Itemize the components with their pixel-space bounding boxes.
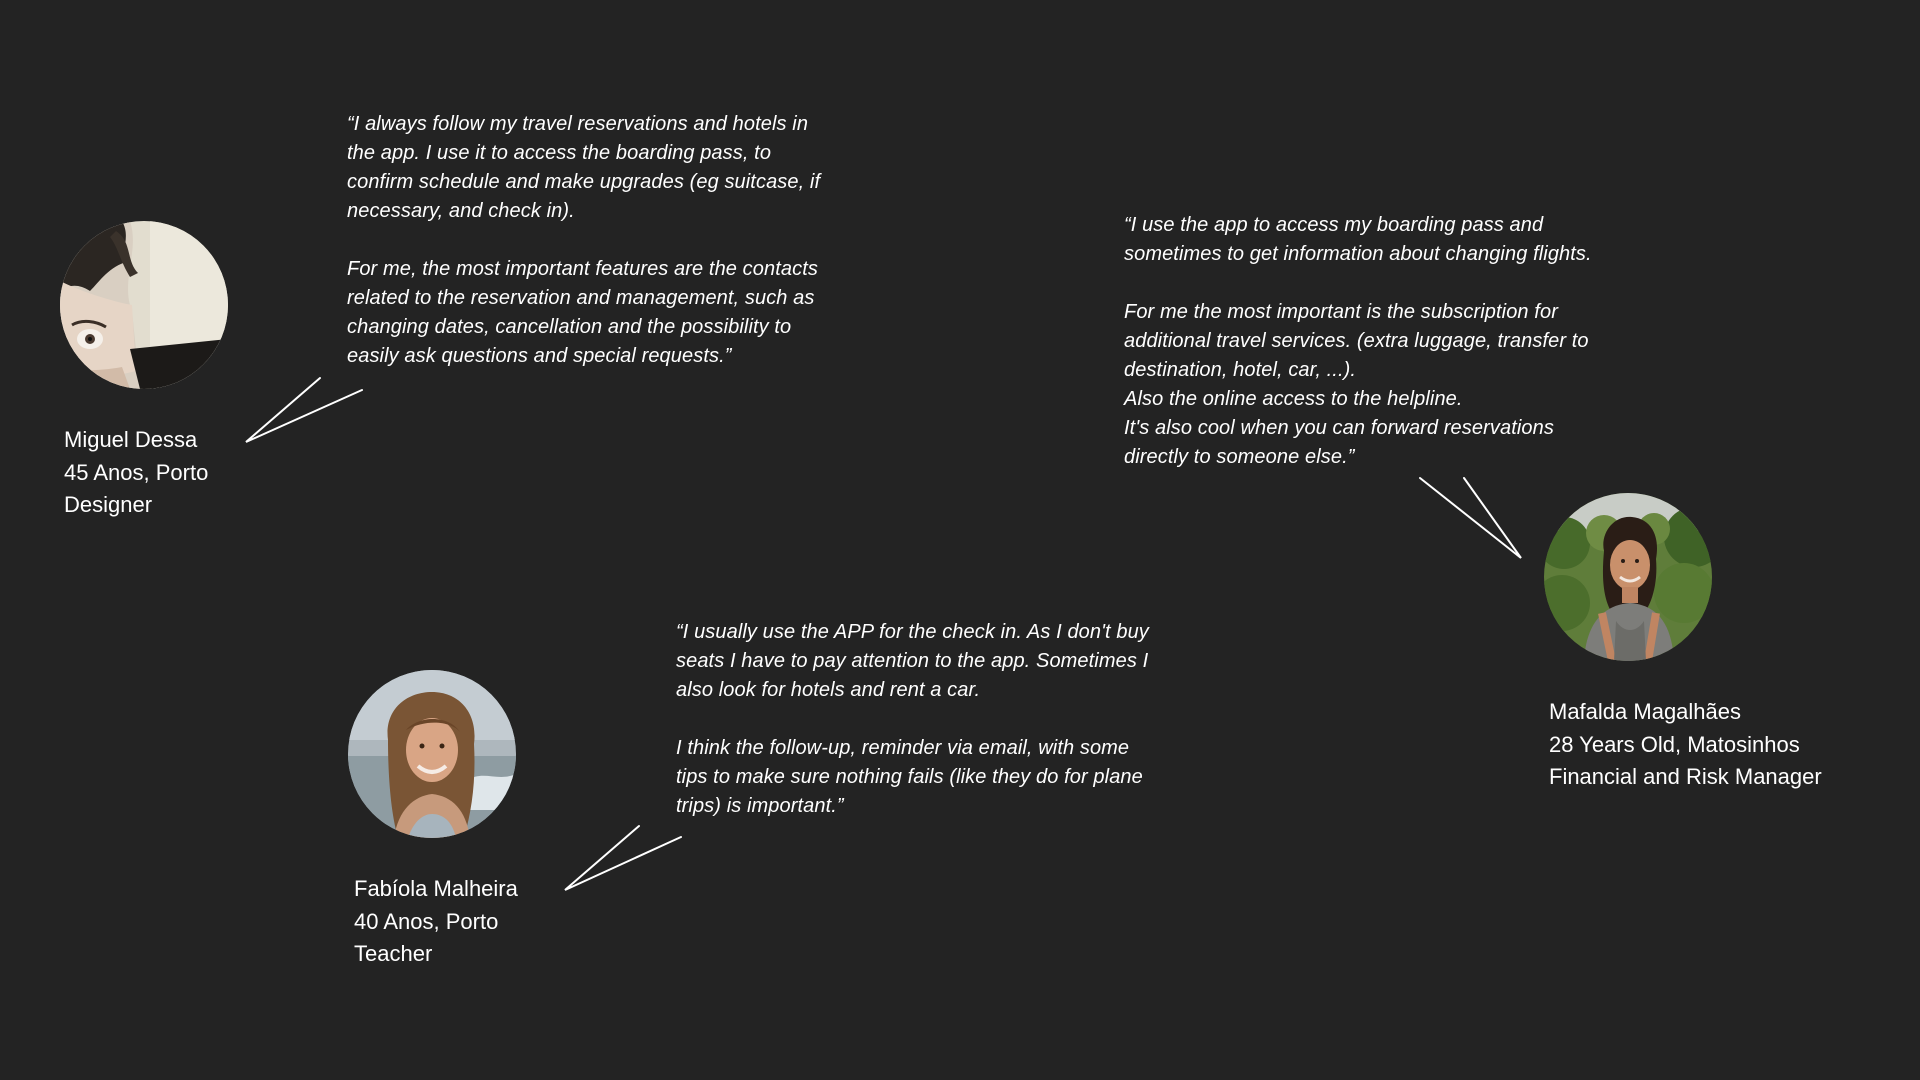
persona-miguel-name: Miguel Dessa: [64, 427, 198, 452]
quote-miguel-paragraph-1: “I always follow my travel reservations and hotels in the app. I use it to access the boarding pass, to confirm schedule and make upgrades (eg suitcase, if necessary, and check in).: [347, 113, 821, 222]
quote-miguel: [347, 110, 907, 371]
persona-mafalda-details: 28 Years Old, Matosinhos: [1549, 731, 1800, 757]
man-peeking-photo-icon: [60, 221, 228, 389]
persona-miguel-details: 45 Anos, Porto: [64, 459, 209, 485]
quote-mafalda-paragraph-2: For me the most important is the subscription for additional travel services. (extra luggage, transfer to destination, hotel, car, ...). Also the online access to the helpline. It's also cool when you can forward reservations directly to someone else.”: [1124, 301, 1589, 468]
persona-fabiola-role: Teacher: [354, 941, 433, 966]
woman-in-forest-photo-icon: [1544, 493, 1712, 661]
woman-at-beach-photo-icon: [348, 670, 516, 838]
quote-miguel-paragraph-2: For me, the most important features are the contacts related to the reservation and management, such as changing dates, cancellation and the possibility to easily ask questions and special requests.”: [347, 258, 818, 367]
quote-mafalda-paragraph-1: “I use the app to access my boarding pass and sometimes to get information about changing flights.: [1124, 214, 1592, 265]
persona-fabiola: [354, 873, 518, 971]
quote-fabiola-paragraph-2: I think the follow-up, reminder via email, with some tips to make sure nothing fails (like they do for plane trips) is important.”: [676, 737, 1143, 817]
avatar-miguel: [60, 221, 228, 389]
persona-mafalda-name: Mafalda Magalhães: [1549, 699, 1742, 724]
pointer-fabiola: [565, 826, 681, 890]
persona-fabiola-details: 40 Anos, Porto: [354, 908, 499, 934]
persona-mafalda: [1549, 696, 1822, 794]
persona-mafalda-role: Financial and Risk Manager: [1549, 764, 1822, 789]
quote-mafalda: [1124, 211, 1704, 472]
pointer-mafalda: [1420, 478, 1521, 558]
avatar-fabiola: [348, 670, 516, 838]
persona-miguel-role: Designer: [64, 492, 153, 517]
quote-fabiola-paragraph-1: “I usually use the APP for the check in. As I don't buy seats I have to pay attention to the app. Sometimes I also look for hotels and rent a car.: [676, 621, 1149, 701]
persona-fabiola-name: Fabíola Malheira: [354, 876, 518, 901]
avatar-mafalda: [1544, 493, 1712, 661]
persona-miguel: [64, 424, 208, 522]
pointer-miguel: [246, 378, 362, 442]
quote-fabiola: [676, 618, 1256, 821]
